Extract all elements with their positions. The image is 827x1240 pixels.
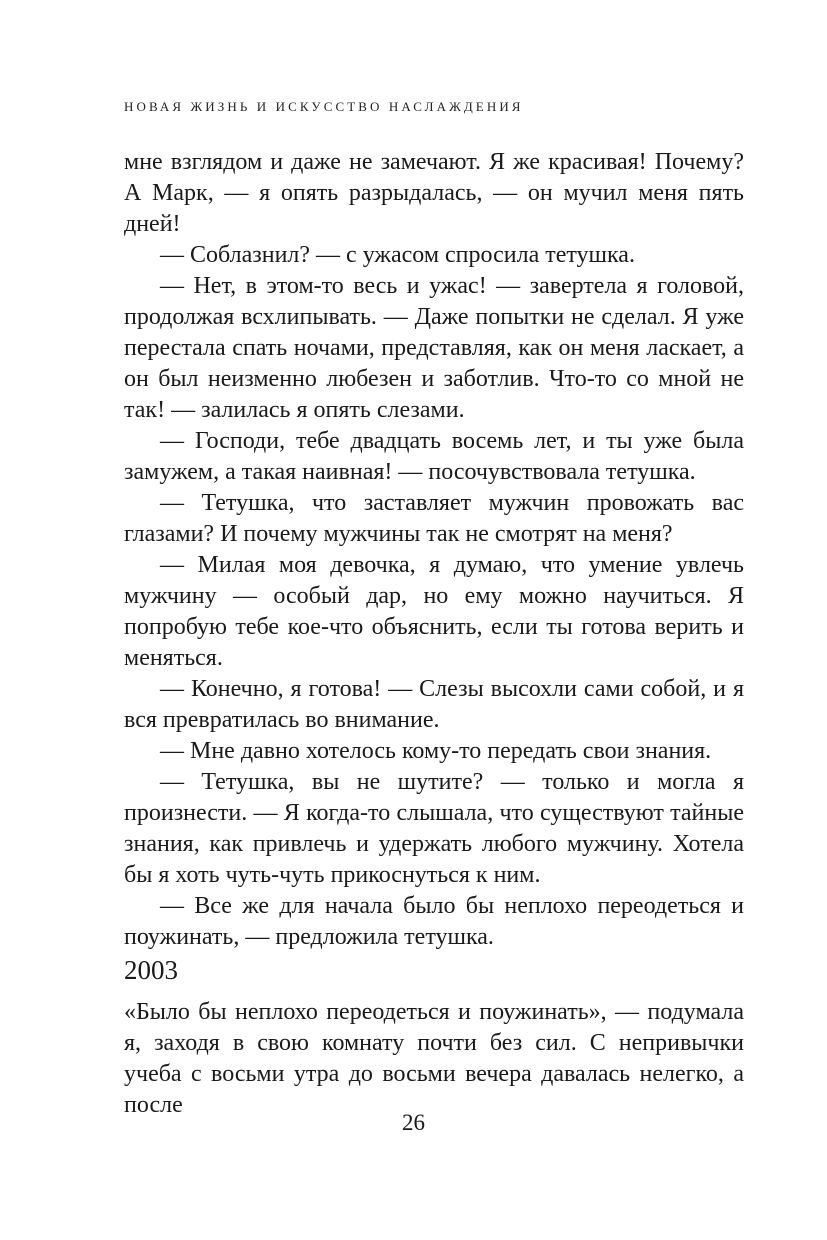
paragraph: «Было бы неплохо переодеться и поужинать», — подумала я, заходя в свою комнату почти без сил. С непривычки учеба с восьми утра до восьми вечера давалась нелегко, а после (124, 999, 744, 1118)
paragraph: — Все же для начала было бы неплохо переодеться и поужинать, — предложила тетушка. (124, 893, 744, 950)
page-number: 26 (402, 1110, 425, 1135)
paragraph: — Тетушка, что заставляет мужчин провожать вас глазами? И почему мужчины так не смотрят на меня? (124, 490, 744, 547)
paragraph: — Нет, в этом-то весь и ужас! — завертела я головой, продолжая всхлипывать. — Даже попытки не сделал. Я уже перестала спать ночами, представляя, как он меня ласкает, а он был неизменно любезен и заботлив. Что-то со мной не так! — залилась я опять слезами. (124, 273, 744, 423)
paragraph: — Милая моя девочка, я думаю, что умение увлечь мужчину — особый дар, но ему можно научиться. Я попробую тебе кое-что объяснить, если ты готова верить и меняться. (124, 552, 744, 671)
paragraph: — Тетушка, вы не шутите? — только и могла я произнести. — Я когда-то слышала, что существуют тайные знания, как привлечь и удержать любого мужчину. Хотела бы я хоть чуть-чуть прикоснуться к ним. (124, 769, 744, 888)
main-text (124, 147, 744, 953)
paragraph: — Мне давно хотелось кому-то передать свои знания. (160, 738, 712, 764)
section-text (124, 997, 744, 1121)
paragraph: — Господи, тебе двадцать восемь лет, и ты уже была замужем, а такая наивная! — посочувствовала тетушка. (124, 428, 744, 485)
paragraph: — Конечно, я готова! — Слезы высохли сами собой, и я вся превратилась во внимание. (124, 676, 744, 733)
running-head-title: НОВАЯ ЖИЗНЬ И ИСКУССТВО НАСЛАЖДЕНИЯ (124, 99, 524, 114)
section-heading: 2003 (124, 955, 178, 985)
paragraph: мне взглядом и даже не замечают. Я же красивая! Почему? А Марк, — я опять разрыдалась, — он мучил меня пять дней! (124, 149, 744, 237)
paragraph: — Соблазнил? — с ужасом спросила тетушка. (160, 242, 635, 268)
